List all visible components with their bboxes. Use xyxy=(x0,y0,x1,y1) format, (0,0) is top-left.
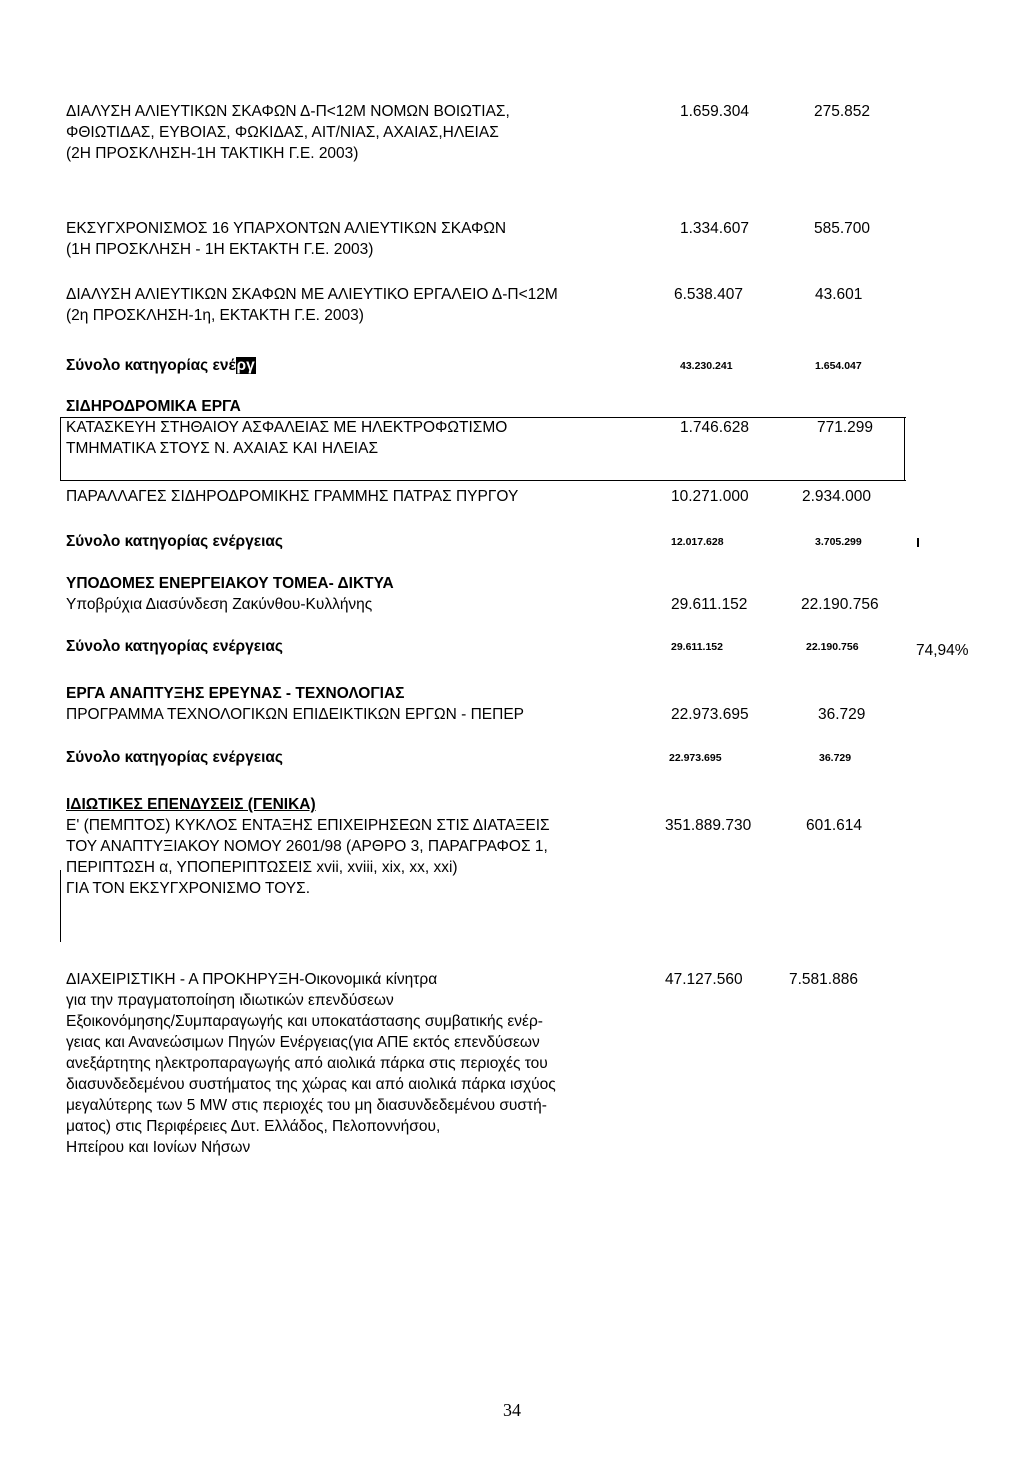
entry-railway-variation xyxy=(66,486,666,507)
entry-line: ΦΘΙΩΤΙΔΑΣ, ΕΥΒΟΙΑΣ, ΦΩΚΙΔΑΣ, ΑΙΤ/ΝΙΑΣ, ΑΧΑΙΑΣ,ΗΛΕΙΑΣ xyxy=(66,124,499,141)
entry-amount-total: 6.538.407 xyxy=(674,286,743,303)
entry-line: Ηπείρου και Ιονίων Νήσων xyxy=(66,1139,251,1156)
entry-amount-funding: 585.700 xyxy=(814,220,871,237)
subtotal-label: Σύνολο κατηγορίας ενέργειας xyxy=(66,638,283,655)
entry-technology-programme xyxy=(66,704,666,725)
entry-amount-funding: 7.581.886 xyxy=(789,971,858,988)
entry-fishing-vessel-scrapping-1 xyxy=(66,101,666,164)
section-heading: ΣΙΔΗΡΟΔΡΟΜΙΚΑ ΕΡΓΑ xyxy=(66,398,241,415)
entry-line: ΔΙΑΧΕΙΡΙΣΤΙΚΗ - Α ΠΡΟΚΗΡΥΞΗ-Οικονομικά κίνητρα xyxy=(66,971,438,988)
entry-submarine-interconnection xyxy=(66,594,666,615)
table-rule xyxy=(60,417,61,481)
entry-line: ΠΑΡΑΛΛΑΓΕΣ ΣΙΔΗΡΟΔΡΟΜΙΚΗΣ ΓΡΑΜΜΗΣ ΠΑΤΡΑΣ ΠΥΡΓΟΥ xyxy=(66,488,519,505)
entry-amount-total: 351.889.730 xyxy=(665,817,752,834)
subtotal-amount-funding: 1.654.047 xyxy=(815,360,862,372)
subtotal-amount-funding: 3.705.299 xyxy=(815,536,862,548)
entry-vessel-modernisation xyxy=(66,218,666,260)
entry-amount-total: 22.973.695 xyxy=(671,706,749,723)
subtotal-amount-funding: 22.190.756 xyxy=(806,641,859,653)
entry-amount-total: 1.746.628 xyxy=(680,419,749,436)
entry-amount-funding: 2.934.000 xyxy=(802,488,871,505)
entry-line: (2Η ΠΡΟΣΚΛΗΣΗ-1Η ΤΑΚΤΙΚΗ Γ.Ε. 2003) xyxy=(66,145,359,162)
subtotal-label-text: Σύνολο κατηγορίας ενέ xyxy=(66,357,236,374)
subtotal-label xyxy=(66,356,256,376)
entry-line: ΚΑΤΑΣΚΕΥΗ ΣΤΗΘΑΙΟΥ ΑΣΦΑΛΕΙΑΣ ΜΕ ΗΛΕΚΤΡΟΦΩΤΙΣΜΟ xyxy=(66,419,508,436)
margin-rule xyxy=(60,870,61,942)
subtotal-amount-total: 29.611.152 xyxy=(671,641,723,653)
section-heading: ΥΠΟΔΟΜΕΣ ΕΝΕΡΓΕΙΑΚΟΥ ΤΟΜΕΑ- ΔΙΚΤΥΑ xyxy=(66,575,394,592)
subtotal-label: Σύνολο κατηγορίας ενέργειας xyxy=(66,533,283,550)
section-heading: ΙΔΙΩΤΙΚΕΣ ΕΠΕΝΔΥΣΕΙΣ (ΓΕΝΙΚΑ) xyxy=(66,796,316,813)
entry-line: ΕΚΣΥΓΧΡΟΝΙΣΜΟΣ 16 ΥΠΑΡΧΟΝΤΩΝ ΑΛΙΕΥΤΙΚΩΝ ΣΚΑΦΩΝ xyxy=(66,220,507,237)
entry-energy-incentives xyxy=(66,969,619,1158)
entry-private-investments xyxy=(66,815,666,899)
entry-line: για την πραγματοποίηση ιδιωτικών επενδύσεων xyxy=(66,992,394,1009)
entry-line: (2η ΠΡΟΣΚΛΗΣΗ-1η, ΕΚΤΑΚΤΗ Γ.Ε. 2003) xyxy=(66,307,364,324)
entry-line: ΓΙΑ ΤΟΝ ΕΚΣΥΓΧΡΟΝΙΣΜΟ ΤΟΥΣ. xyxy=(66,880,311,897)
margin-mark xyxy=(917,538,919,547)
entry-line: μεγαλύτερης των 5 MW στις περιοχές του μη διασυνδεδεμένου συστή- xyxy=(66,1097,547,1114)
page-number: 34 xyxy=(503,1400,521,1420)
entry-line: ΔΙΑΛΥΣΗ ΑΛΙΕΥΤΙΚΩΝ ΣΚΑΦΩΝ ΜΕ ΑΛΙΕΥΤΙΚΟ ΕΡΓΑΛΕΙΟ Δ-Π<12Μ xyxy=(66,286,558,303)
entry-amount-funding: 771.299 xyxy=(817,419,874,436)
entry-amount-funding: 22.190.756 xyxy=(801,596,879,613)
entry-amount-total: 1.334.607 xyxy=(680,220,749,237)
entry-amount-funding: 36.729 xyxy=(818,706,866,723)
section-heading: ΕΡΓΑ ΑΝΑΠΤΥΞΗΣ ΕΡΕΥΝΑΣ - ΤΕΧΝΟΛΟΓΙΑΣ xyxy=(66,685,405,702)
entry-line: ανεξάρτητης ηλεκτροπαραγωγής από αιολικά πάρκα στις περιοχές του xyxy=(66,1055,548,1072)
entry-amount-funding: 601.614 xyxy=(806,817,863,834)
subtotal-percentage: 74,94% xyxy=(916,642,969,659)
entry-fishing-vessel-scrapping-2 xyxy=(66,284,666,326)
entry-line: ΠΡΟΓΡΑΜΜΑ ΤΕΧΝΟΛΟΓΙΚΩΝ ΕΠΙΔΕΙΚΤΙΚΩΝ ΕΡΓΩΝ - ΠΕΠΕΡ xyxy=(66,706,524,723)
entry-line: ΔΙΑΛΥΣΗ ΑΛΙΕΥΤΙΚΩΝ ΣΚΑΦΩΝ Δ-Π<12Μ ΝΟΜΩΝ ΒΟΙΩΤΙΑΣ, xyxy=(66,103,510,120)
entry-line: ΤΟΥ ΑΝΑΠΤΥΞΙΑΚΟΥ ΝΟΜΟΥ 2601/98 (ΑΡΘΡΟ 3, ΠΑΡΑΓΡΑΦΟΣ 1, xyxy=(66,838,548,855)
table-rule xyxy=(60,480,906,481)
entry-line: Ε' (ΠΕΜΠΤΟΣ) ΚΥΚΛΟΣ ΕΝΤΑΞΗΣ ΕΠΙΧΕΙΡΗΣΕΩΝ ΣΤΙΣ ΔΙΑΤΑΞΕΙΣ xyxy=(66,817,550,834)
entry-line: ΠΕΡΙΠΤΩΣΗ α, ΥΠΟΠΕΡΙΠΤΩΣΕΙΣ xvii, xviii, xix, xx, xxi) xyxy=(66,859,458,876)
entry-amount-funding: 275.852 xyxy=(814,103,871,120)
entry-amount-total: 1.659.304 xyxy=(680,103,749,120)
entry-line: (1Η ΠΡΟΣΚΛΗΣΗ - 1Η ΕΚΤΑΚΤΗ Γ.Ε. 2003) xyxy=(66,241,374,258)
entry-line: Υποβρύχια Διασύνδεση Ζακύνθου-Κυλλήνης xyxy=(66,596,373,613)
entry-line: διασυνδεδεμένου συστήματος της χώρας και από αιολικά πάρκα ισχύος xyxy=(66,1076,556,1093)
entry-safety-barrier xyxy=(66,417,666,459)
entry-line: Εξοικονόμησης/Συμπαραγωγής και υποκατάστασης συμβατικής ενέρ- xyxy=(66,1013,543,1030)
entry-amount-total: 47.127.560 xyxy=(665,971,743,988)
entry-line: ΤΜΗΜΑΤΙΚΑ ΣΤΟΥΣ Ν. ΑΧΑΙΑΣ ΚΑΙ ΗΛΕΙΑΣ xyxy=(66,440,379,457)
entry-amount-funding: 43.601 xyxy=(815,286,863,303)
subtotal-amount-total: 12.017.628 xyxy=(671,536,724,548)
entry-line: γειας και Ανανεώσιμων Πηγών Ενέργειας(για ΑΠΕ εκτός επενδύσεων xyxy=(66,1034,540,1051)
subtotal-amount-total: 22.973.695 xyxy=(669,752,722,764)
table-rule xyxy=(904,417,905,481)
entry-amount-total: 29.611.152 xyxy=(671,596,748,613)
entry-amount-total: 10.271.000 xyxy=(671,488,749,505)
subtotal-label-tail: ργ xyxy=(236,357,255,374)
entry-line: ματος) στις Περιφέρειες Δυτ. Ελλάδος, Πελοποννήσου, xyxy=(66,1118,441,1135)
subtotal-label: Σύνολο κατηγορίας ενέργειας xyxy=(66,749,283,766)
subtotal-amount-funding: 36.729 xyxy=(819,752,852,764)
subtotal-amount-total: 43.230.241 xyxy=(680,360,733,372)
